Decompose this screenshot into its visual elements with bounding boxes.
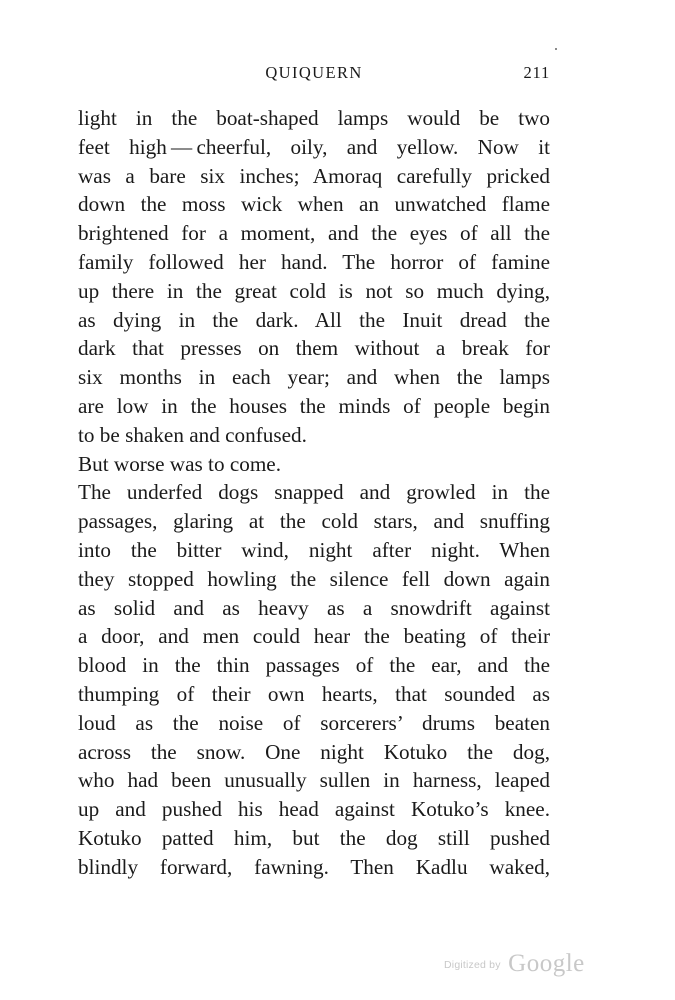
text-line: family followed her hand. The horror of famine [78, 249, 550, 274]
text-line: was a bare six inches; Amoraq carefully pricked [78, 163, 550, 188]
text-line: brightened for a moment, and the eyes of all the [78, 221, 550, 246]
page-number: 211 [523, 63, 550, 82]
text-line: Kotuko patted him, but the dog still pushed [78, 825, 550, 850]
body-text [78, 104, 550, 882]
text-line: to be shaken and confused. [78, 422, 307, 447]
text-line: blindly forward, fawning. Then Kadlu waked, [78, 854, 550, 879]
text-line: up and pushed his head against Kotuko’s knee. [78, 797, 550, 822]
google-logo: Google [508, 950, 585, 977]
text-line: into the bitter wind, night after night. When [78, 537, 550, 562]
text-line: across the snow. One night Kotuko the dog, [78, 739, 550, 764]
text-line: passages, glaring at the cold stars, and snuffing [78, 509, 550, 534]
text-line: six months in each year; and when the lamps [78, 365, 550, 390]
text-line: as solid and as heavy as a snowdrift against [78, 595, 550, 620]
watermark-caption: Digitized by [444, 959, 501, 971]
text-line: who had been unusually sullen in harness, leaped [78, 768, 550, 793]
digitized-watermark [444, 950, 585, 980]
text-line: as dying in the dark. All the Inuit dread the [78, 307, 550, 332]
text-line: are low in the houses the minds of people begin [78, 393, 550, 418]
print-speck [555, 48, 557, 50]
text-line: feet high — cheerful, oily, and yellow. Now it [78, 134, 550, 159]
text-line: dark that presses on them without a break for [78, 336, 550, 361]
text-line: up there in the great cold is not so much dying, [78, 278, 550, 303]
text-line: down the moss wick when an unwatched flame [78, 192, 550, 217]
text-line: But worse was to come. [78, 451, 282, 476]
text-line: a door, and men could hear the beating of their [78, 624, 550, 649]
text-line: light in the boat-shaped lamps would be two [78, 106, 550, 130]
text-line: blood in the thin passages of the ear, and the [78, 653, 550, 678]
text-line: loud as the noise of sorcerers’ drums beaten [78, 710, 550, 735]
text-line: they stopped howling the silence fell down again [78, 566, 550, 591]
running-title: QUIQUERN [265, 63, 363, 82]
text-line: The underfed dogs snapped and growled in the [78, 480, 550, 505]
running-head [78, 63, 550, 87]
text-line: thumping of their own hearts, that sounded as [78, 681, 550, 706]
